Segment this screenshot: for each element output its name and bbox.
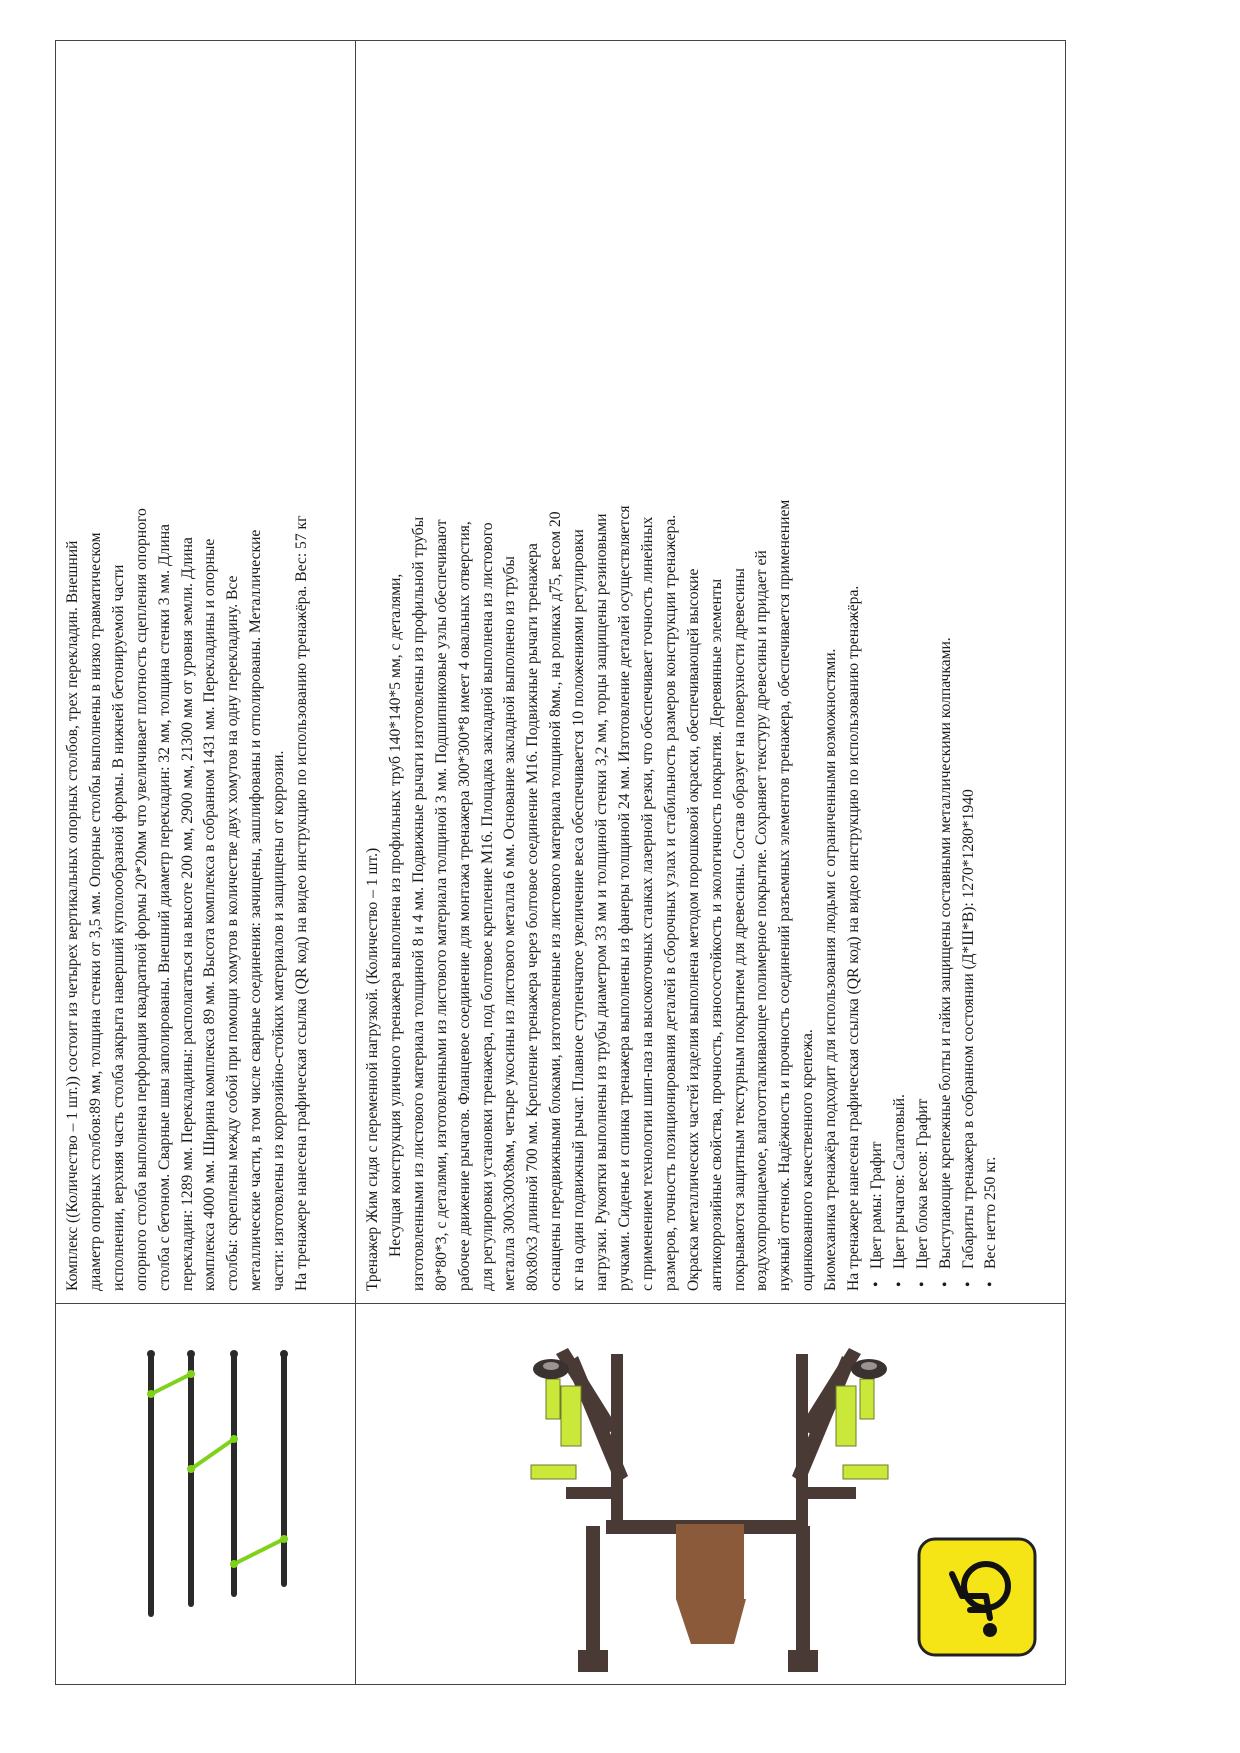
description-line: размеров, точность позиционирования деталей в сборочных узлах и стабильность размеров конструкции тренажера.: [661, 514, 679, 1291]
description-line: Окраска металлических частей изделия выполнена методом порошковой окраски, обеспечивающей высокие: [684, 568, 702, 1291]
description-line: На тренажере нанесена графическая ссылка (QR код) на видео инструкцию по использованию тренажёра.: [845, 585, 863, 1291]
description-line: опорного столба выполнена перфорация квадратной формы 20*20мм что увеличивает плотность сцепления опорного: [132, 508, 150, 1291]
description-line: с применением технологии шип-паз на высокоточных станках лазерной резки, что обеспечивает точность линейных: [638, 516, 656, 1291]
description-line: оцинкованного качественного крепежа.: [799, 1029, 817, 1291]
list-item: • Вес нетто 250 кг.: [980, 51, 1003, 1291]
table-row: [356, 41, 1066, 1685]
description-line: части: изготовлены из коррозийно-стойких материалов и защищены от коррозии.: [270, 750, 288, 1291]
complex-description-cell: [56, 41, 356, 1304]
description-line: столба с бетоном. Сварные швы заполированы. Внешний диаметр перекладин: 32 мм, толщина стенки 3 мм. Длина: [155, 524, 173, 1291]
description-line: комплекса 4000 мм. Ширина комплекса 89 мм. Высота комплекса в собранном 1431 мм. Перекладины и опорные: [201, 538, 219, 1291]
description-line: Несущая конструкция уличного тренажера выполнена из профильных труб 140*140*5 мм, с деталями,: [386, 573, 404, 1257]
description-line: 80х80х3 длинной 700 мм. Крепление тренажера через болтовое соединение М16. Подвижные рычаги тренажера: [524, 543, 542, 1291]
description-line: диаметр опорных столбов:89 мм, толщина стенки от 3,5 мм. Опорные столбы выполнены в низко травматическом: [86, 532, 104, 1291]
trainer-description-cell: [356, 41, 1066, 1304]
description-line: ручками. Сиденье и спинка тренажера выполнены из фанеры толщиной 24 мм. Изготовление деталей осуществляется: [615, 505, 633, 1291]
description-line: Биомеханика тренажёра подходит для использования людьми с ограниченными возможностями.: [822, 648, 840, 1291]
description-line: оснащены передвижными блоками, изготовленные из листового материала толщиной 8мм., на роликах д75, весом 20: [547, 511, 565, 1291]
description-line: металла 300х300х8мм, четыре укосины из листового металла 6 мм. Основание закладной выполнено из трубы: [501, 556, 519, 1291]
description-line: исполнении, верхняя часть столба закрыта наверший куполообразной формы. В нижней бетонируемой части: [109, 564, 127, 1291]
description-line: металлические части, в том числе сварные соединения: зачищены, зашлифованы и отполированы. Металлические: [247, 529, 265, 1291]
wheelchair-accessibility-icon: [916, 1536, 1038, 1658]
description-line: антикоррозийные свойства, прочность, износостойкость и экологичность покрытия. Деревянные элементы: [707, 578, 725, 1291]
description-line: столбы: скреплены между собой при помощи хомутов в количестве двух хомутов на одну перекладину. Все: [224, 575, 242, 1291]
description-line: кг на один подвижный рычаг. Плавное ступенчатое увеличение веса обеспечивается 10 положениями регулировки: [570, 529, 588, 1291]
list-item: • Габариты тренажера в собранном состоянии (Д*Ш*В): 1270*1280*1940: [958, 51, 981, 1291]
pergola-complex-illustration: [56, 1304, 356, 1684]
list-item: • Цвет рычагов: Салатовый.: [889, 51, 912, 1291]
description-line: покрываются защитным текстурным покрытием для древесины. Состав образует на поверхности древесины: [730, 568, 748, 1291]
trainer-title: Тренажер Жим сидя с переменной нагрузкой. (Количество – 1 шт.): [364, 847, 381, 1291]
description-line: 80*80*3, с деталями, изготовленными из листового материала толщиной 3 мм. Подшипниковые узлы обеспечивают: [432, 519, 450, 1291]
description-line: нужный оттенок. Надёжность и прочность соединений разъемных элементов тренажера, обеспечивается применением: [776, 499, 794, 1291]
description-line: воздухопроницаемое, влагоотталкивающее полимерное покрытие. Сохраняет текстуру древесины и придает ей: [753, 550, 771, 1291]
rotated-document-page: [55, 65, 1065, 1685]
spec-bullet-list: [866, 51, 1003, 1291]
description-line: изготовленными из листового материала толщиной 8 и 4 мм. Подвижные рычаги изготовлены из профильной трубы: [409, 516, 427, 1291]
description-line: нагрузки. Рукоятки выполнены из трубы диаметром 33 мм и толщиной стенки 3,2 мм, торцы защищены резиновыми: [593, 513, 611, 1291]
description-line: На тренажере нанесена графическая ссылка (QR код) на видео инструкцию по использованию тренажёра. Вес: 57 кг: [293, 515, 311, 1291]
description-line: Комплекс ((Количество – 1 шт.)) состоит из четырех вертикальных опорных столбов, трех перекладин. Внешний: [64, 540, 81, 1291]
list-item: • Цвет рамы: Графит: [866, 51, 889, 1291]
description-line: перекладин: 1289 мм. Перекладины: располагаться на высоте 200 мм, 2900 мм, 21300 мм от уровня земли. Длина: [178, 537, 196, 1291]
list-item: • Цвет блока весов: Графит: [912, 51, 935, 1291]
description-line: рабочее движение рычагов. Фланцевое соединение для монтажа тренажера 300*300*8 имеет 4 овальных отверстия,: [455, 521, 473, 1291]
description-line: для регулировки установки тренажера, под болтовое крепление М16. Площадка закладной выполнена из листового: [478, 522, 496, 1291]
image-cell: [56, 1304, 356, 1685]
table-row: [56, 41, 356, 1685]
list-item: • Выступающие крепежные болты и гайки защищены составными металлическими колпачками.: [935, 51, 958, 1291]
specification-table: [55, 40, 1066, 1685]
image-cell: [356, 1304, 1066, 1685]
